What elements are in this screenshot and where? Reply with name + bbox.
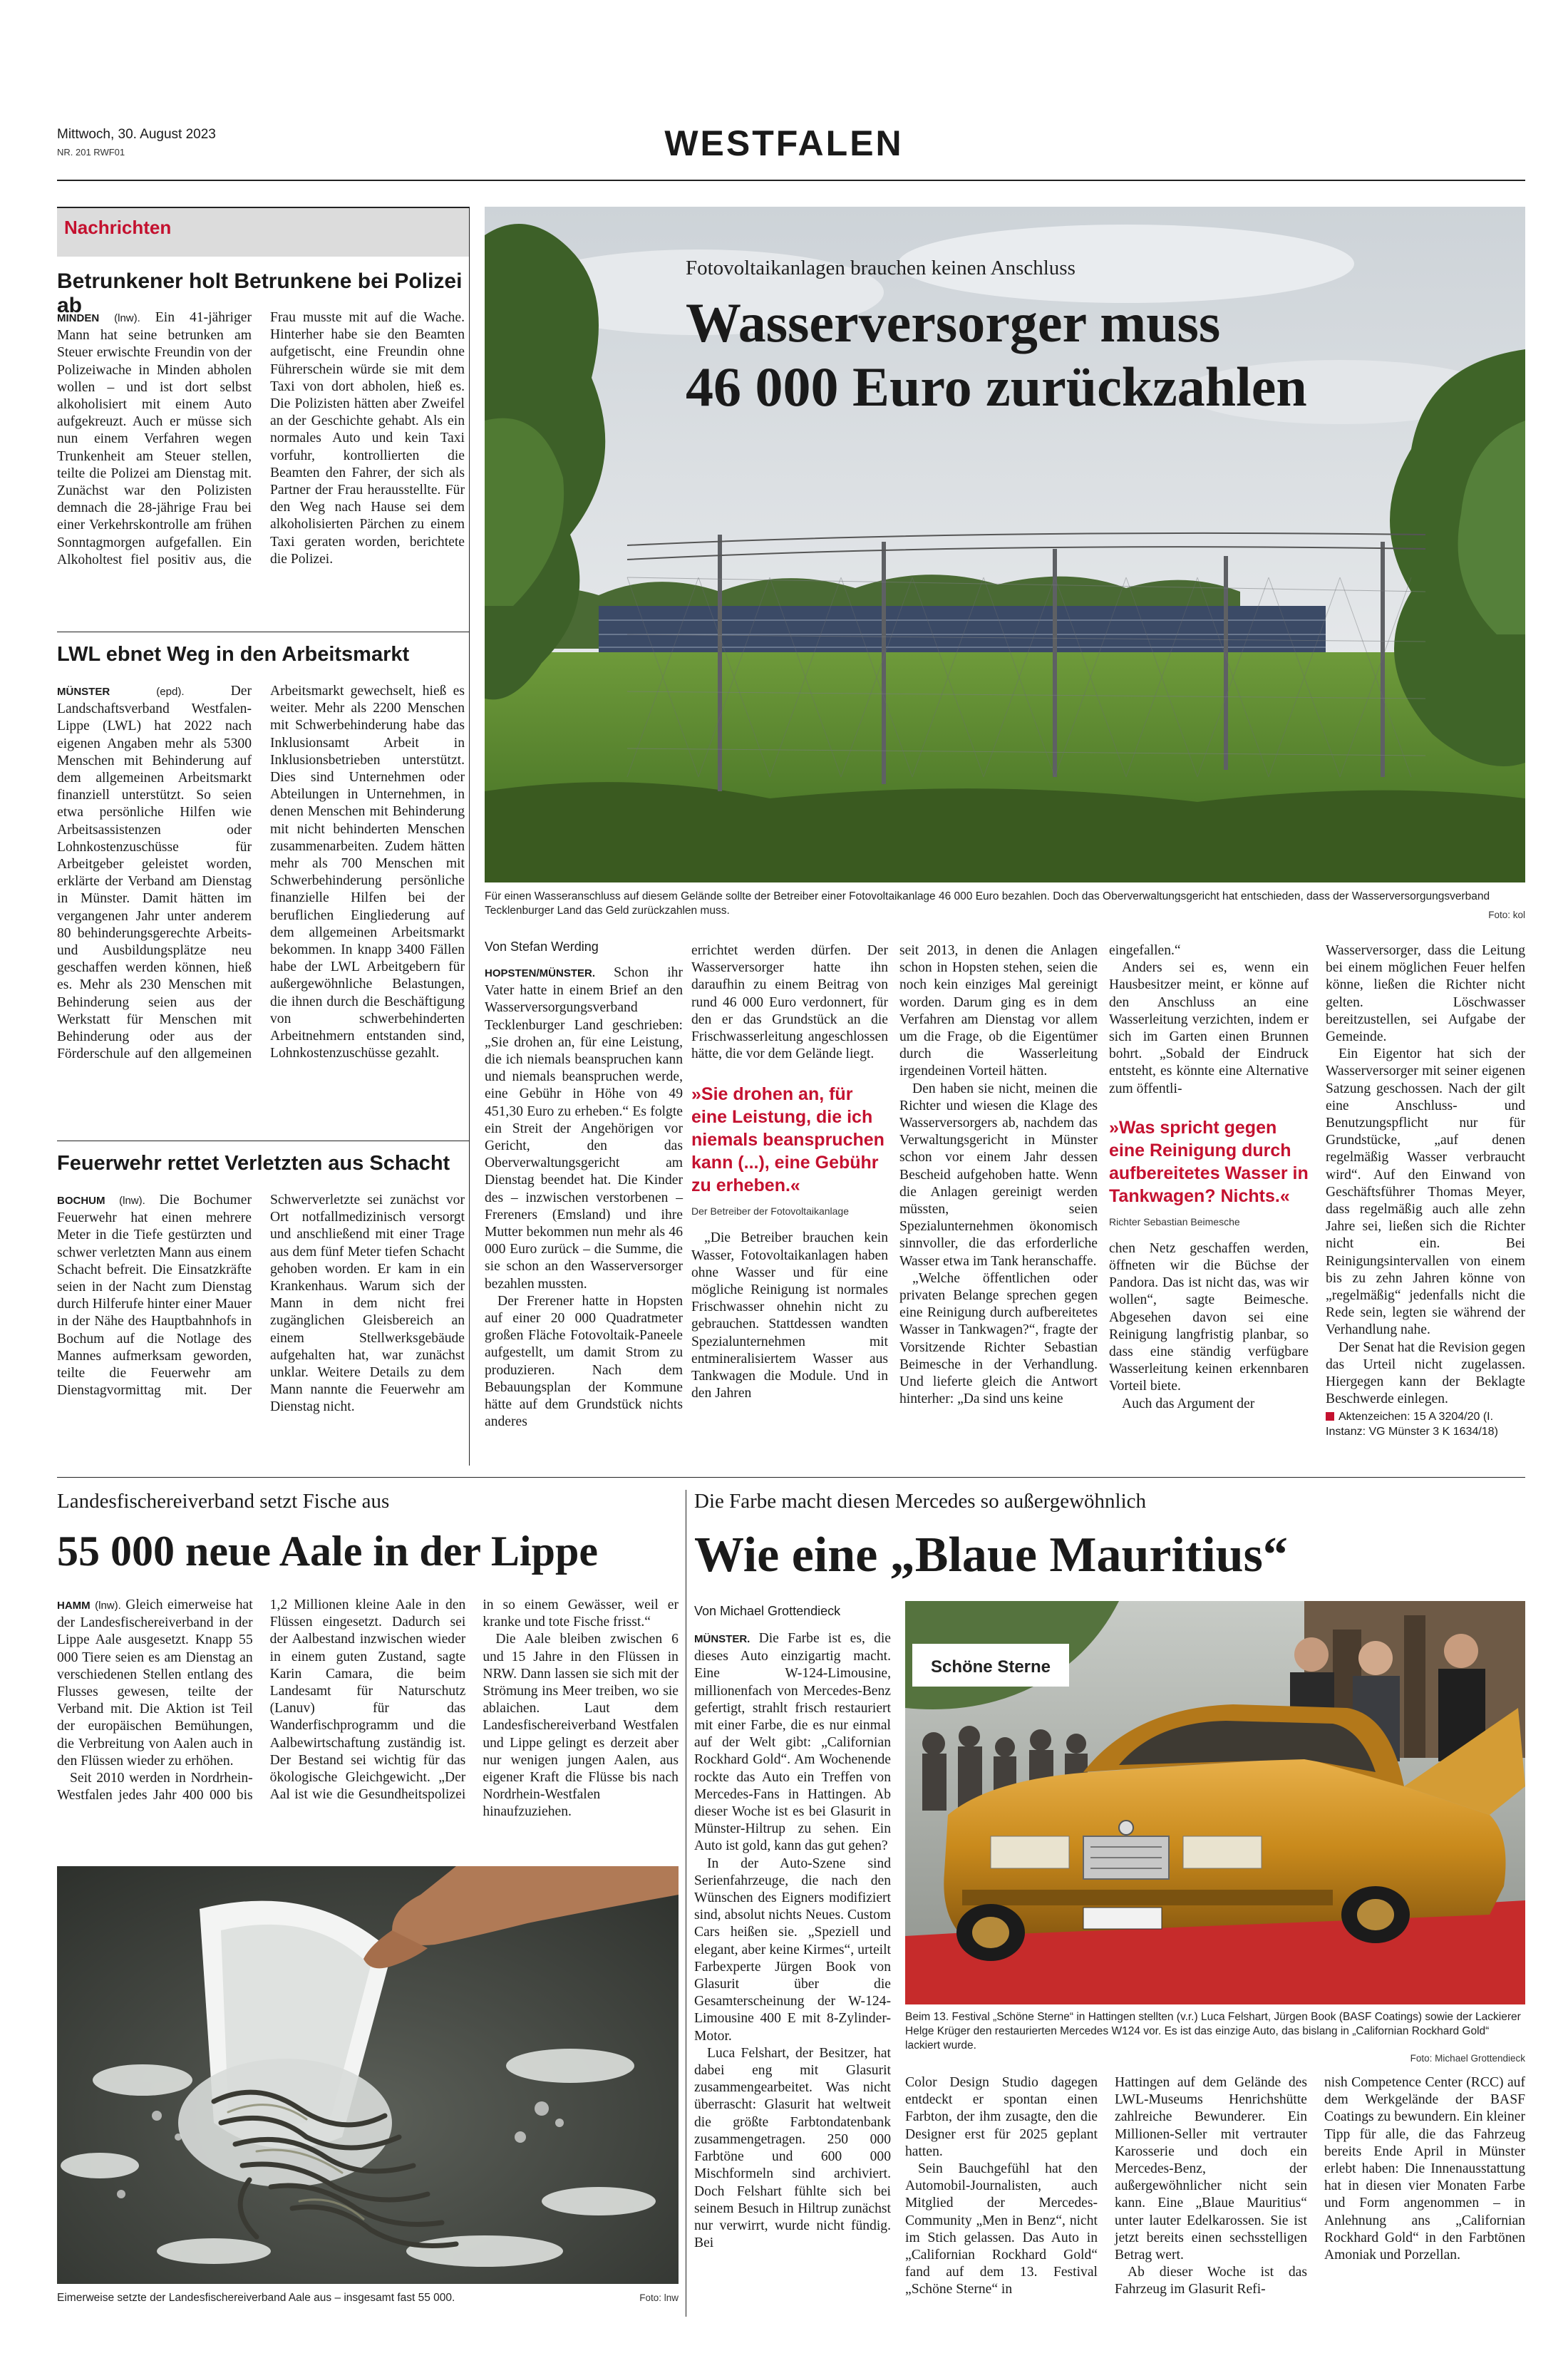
lead-col3-text: seit 2013, in denen die Anlagen schon in Hopsten stehen, seien die noch kein einziges Mal gereinigt worden. Darum ging es in dem Verfahren am Dienstag vor allem um die Frage, ob die Eigentümer durch die Wasserleitung irgendeinen Vorteil hätten.: [899, 943, 1098, 1079]
mercedes-col2-text: Color Design Studio dagegen entdeckt er spontan einen Farbton, der ihm zusagte, den die Designer erst für 2025 geplant hatten.: [905, 2075, 1098, 2159]
news2-agency: (epd).: [156, 686, 185, 698]
aktenzeichen: Aktenzeichen: 15 A 3204/20 (I. Instanz: VG Münster 3 K 1634/18): [1326, 1411, 1498, 1438]
lead-dateline: HOPSTEN/MÜNSTER.: [485, 967, 596, 979]
news3-title: Feuerwehr rettet Verletzten aus Schacht: [57, 1152, 450, 1175]
news3-agency: (lnw).: [119, 1195, 145, 1207]
section-title: WESTFALEN: [664, 123, 904, 163]
column-rule: [469, 207, 470, 1466]
news1-body: [57, 309, 465, 624]
mercedes-col-4: [1324, 2074, 1525, 2264]
news3-text: Die Bochumer Feuerwehr hat einen mehrere Meter in die Tiefe gestürzten und schwer verletzten Mann aus einem Schacht befreit. Die Einsatzkräfte seien in der Nacht zum Dienstag durch Hilferufe hinter einer Mauer in der Nähe des Hauptbahnhofs in Bochum auf die Notlage des Mannes aufmerksam geworden, teilte die Feuerwehr am Dienstagvormittag mit. Der Schwerverletzte sei zunächst vor Ort notfallmedizinisch versorgt und anschließend mit einer Trage aus dem fünf Meter tiefen Schacht gehoben worden. Er kam in ein Krankenhaus. Warum sich der Mann in dem nicht frei zugänglichen Gleisbereich an einem Stellwerksgebäude aufgehalten hat, war zunächst unklar. Weitere Details zu dem Mann nannte die Feuerwehr am Dienstag nicht.: [57, 1193, 465, 1415]
lead-col5-text: Wasserversorger, dass die Leitung bei einem möglichen Feuer helfen könne, ließen die Richter nicht gelten. Löschwasser bereitzustellen, sei Aufgabe der Gemeinde.: [1326, 943, 1525, 1045]
lead-headline-line1: Wasserversorger muss: [686, 292, 1221, 354]
red-square-icon: [1326, 1412, 1334, 1421]
news2-text: Der Landschaftsverband Westfalen-Lippe (LWL) hat 2022 nach eigenen Angaben mehr als 5300 Menschen mit Behinderung auf dem allgemeinen Arbeitsmarkt finanziell unterstützt. So seien etwa persönliche Hilfen wie Arbeitsassistenzen oder Lohnkostenzuschüsse für Arbeitgeber geleistet worden, erklärte der Verband am Dienstag in Münster. Damit hätten im vergangenen Jahr unter anderem 80 behinderungsgerechte Arbeits- und Ausbildungsplätze neu geschaffen werden können, hieß es. Mehr als 230 Menschen mit Behinderung seien aus der Werkstatt für Menschen mit Behinderung oder aus der Förderschule auf den allgemeinen Arbeitsmarkt gewechselt, hieß es weiter. Mehr als 2200 Menschen mit Schwerbehinderung habe das Inklusionsamt Arbeit in Inklusionsbetrieben unterstützt. Dies sind Unternehmen oder Abteilungen in Unternehmen, in denen Menschen mit Behinderung mit nicht behinderten Menschen zusammenarbeiten. Zudem hätten mehr als 700 Menschen mit Schwerbehinderung persönliche finanzielle Hilfen bei der beruflichen Eingliederung auf dem allgemeinen Arbeitsmarkt bekommen. In knapp 3400 Fällen habe der LWL Arbeitgebern für außergewöhnliche Belastungen, die ihnen durch die Beschäftigung von schwerbehinderten Arbeitnehmern entstanden sind, Lohnkostenzuschüsse gezahlt.: [57, 684, 465, 1062]
section-divider: [57, 1477, 1525, 1478]
lead-col2b-text: „Die Betreiber brauchen kein Wasser, Fotovoltaikanlagen haben ohne Wasser und für eine mögliche Reinigung ist normales Frischwasser ohnehin nicht zu gebrauchen. Stattdessen wandten Spezialunternehmen mit entmineralisiertem Wasser aus Tankwagen die Module. Und in den Jahren: [691, 1230, 888, 1401]
pull-quote-2: »Was spricht gegen eine Reinigung durch aufbereitetes Wasser in Tankwagen? Nichts.«: [1109, 1117, 1309, 1206]
lead-col1b-text: Der Frerener hatte in Hopsten auf einer 20 000 Quadratmeter großen Fläche Fotovoltaik-Paneele aufgestellt, um damit Strom zu produzieren. Nach dem Bebauungsplan der Kommune hätte auf dem Grundstück nichts anderes: [485, 1293, 683, 1430]
nachrichten-label-bar: [57, 207, 469, 257]
mercedes-photo: [905, 1601, 1525, 2004]
lead-col-2: [691, 942, 888, 1402]
aale-photo-credit: Foto: lnw: [639, 2292, 679, 2303]
pull-quote-1: »Sie drohen an, für eine Leistung, die ich niemals beanspruchen kann (...), eine Gebühr zu erheben.«: [691, 1084, 884, 1196]
eels-photo: [57, 1866, 679, 2284]
aale-text-3: Die Aale bleiben zwischen 6 und 15 Jahre in den Flüssen in NRW. Dann lassen sie sich mit der Strömung ins Meer treiben, wo sie ablaichen. Laut dem Landesfischereiverband Westfalen und Lippe gelingt es derzeit aber nur wenigen jungen Aalen, aus eigener Kraft die Flüsse bis nach Nordrhein-Westfalen hinaufzuziehen.: [483, 1632, 679, 1820]
news2-title: LWL ebnet Weg in den Arbeitsmarkt: [57, 643, 410, 666]
lead-col3c-text: „Welche öffentlichen oder privaten Belange sprechen gegen eine Reinigung durch aufbereitetes Wasser in Tankwagen?“, fragte der Vorsitzende Richter Sebastian Beimesche in der Verhandlung. Und lieferte gleich die Antwort hinterher: „Da sind uns keine: [899, 1270, 1098, 1407]
lead-col4d-text: Auch das Argument der: [1122, 1396, 1255, 1411]
news3-body: [57, 1192, 465, 1456]
mercedes-photo-credit: Foto: Michael Grottendieck: [1410, 2053, 1525, 2064]
lead-col4b-text: Anders sei es, wenn ein Hausbesitzer meint, er könne auf den Anschluss an eine Wasserleitung verzichten, indem er sich im Garten einen Brunnen bohrt. „Sobald der Eindruck entsteht, es könnte eine Alternative zum öffentli-: [1109, 960, 1309, 1096]
mercedes-col3-text: Hattingen auf dem Gelände des LWL-Museums Henrichshütte zahlreiche Bewunderer. Ein Millionen-Seller mit vertrauter Karosserie und doch ein Mercedes-Benz, der außergewöhnlicher nicht sein kann. Eine „Blaue Mauritius“ unter lauter Edelkarossen. Sie ist jetzt bereits einen sechsstelligen Betrag wert.: [1115, 2075, 1307, 2263]
lead-col-4: [1109, 942, 1309, 1413]
mercedes-col-2: [905, 2074, 1098, 2299]
mercedes-headline: Wie eine „Blaue Mauritius“: [694, 1528, 1288, 1582]
pull-quote-1-source: Der Betreiber der Fotovoltaikanlage: [691, 1205, 850, 1218]
mercedes-col-1: [694, 1604, 891, 2252]
lead-headline-line2: 46 000 Euro zurückzahlen: [686, 356, 1307, 418]
lead-kicker: Fotovoltaikanlagen brauchen keinen Anschluss: [686, 257, 1076, 279]
news2-dateline: MÜNSTER: [57, 686, 110, 698]
mercedes-col-3: [1115, 2074, 1307, 2299]
lead-photo-credit: Foto: kol: [1488, 910, 1525, 920]
mercedes-photo-caption: Beim 13. Festival „Schöne Sterne“ in Hattingen stellten (v.r.) Luca Felshart, Jürgen Book (BASF Coatings) sowie der Lackierer Helge Krüger den restaurierten Mercedes W124 vor. Es ist das einzige Auto, das bislang in „Californian Rockhard Gold“ lackiert wurde.: [905, 2011, 1521, 2052]
nachrichten-label: Nachrichten: [64, 217, 172, 238]
news1-text: Ein 41-jähriger Mann hat seine betrunken am Steuer erwischte Freundin von der Polizeiwache in Minden abholen wollen – und ist dort selbst alkoholisiert mit einem Auto aufgekreuzt. Auch er müsse sich nun einem Verfahren wegen Trunkenheit am Steuer stellen, teilte die Polizei am Dienstag mit. Zunächst war den Polizisten demnach die 28-jährige Frau bei einer Verkehrskontrolle am frühen Sonntagmorgen aufgefallen. Ein Alkoholtest fiel positiv aus, die Frau musste mit auf die Wache. Hinterher habe sie den Beamten aufgetischt, eine Freundin ohne Führerschein würde sie mit dem Taxi von dort abholen, hieß es. Die Polizisten hätten aber Zweifel an der Geschichte gehabt. Als ein normales Auto und kein Taxi vorfuhr, kontrollierten die Beamten den Fahrer, der sich als Partner der Frau herausstellte. Für den Weg nach Hause sei dem alkoholisierten Pärchen zu einem Taxi geraten worden, berichtete die Polizei.: [57, 310, 465, 567]
aale-headline: 55 000 neue Aale in der Lippe: [57, 1528, 598, 1575]
mercedes-col1b-text: In der Auto-Szene sind Serienfahrzeuge, die nach den Wünschen des Eigners modifiziert sind, absolut nichts Neues. Custom Cars heißen sie. „Speziell und elegant, aber keine Kirmes“, urteilt Farbexperte Jürgen Book von Glasurit über die Gesamterscheinung der W-124-Limousine 400 E mit 8-Zylinder-Motor.: [694, 1855, 891, 2044]
lead-col5c-text: Der Senat hat die Revision gegen das Urteil nicht zugelassen. Hiergegen kann der Beklagte Beschwerde einlegen.: [1326, 1339, 1525, 1407]
header-rule: [57, 180, 1525, 181]
news2-body: [57, 683, 465, 1136]
mercedes-col4-text: nish Competence Center (RCC) auf dem Werkgelände der BASF Coatings zu bewundern. Ein kleiner Tipp für alle, die das Fahrzeug bereits Ende April in Münster erlebt haben: Die Innenausstattung hat in diesen vier Monaten Farbe und Form angenommen – in Anlehnung ans „Californian Rockhard Gold“ in den Farbtönen Amoniak und Porzellan.: [1324, 2075, 1525, 2263]
lead-col2a-text: errichtet werden dürfen. Der Wasserversorger hatte ihn daraufhin zu einem Beitrag von rund 46 000 Euro verdonnert, für den er das Grundstück an die Frischwasserleitung angeschlossen hätte, die vor dem Gelände liegt.: [691, 943, 888, 1062]
lead-col3b-text: Den haben sie nicht, meinen die Richter und wiesen die Klage des Wasserversorgers ab, nachdem das Verwaltungsgericht in Münster schon vor einem Jahr dessen Bescheid aufgehoben hatte. Wenn die Anlagen gereinigt werden müssten, seien Spezialunternehmen ökonomisch sinnvoller, die das erforderliche Wasser etwa im Tank heranschaffe.: [899, 1081, 1098, 1269]
news3-dateline: BOCHUM: [57, 1195, 105, 1207]
aale-photo-caption: Eimerweise setzte der Landesfischereiverband Aale aus – insgesamt fast 55 000.: [57, 2292, 455, 2304]
lead-col4a-text: eingefallen.“: [1109, 943, 1181, 958]
news1-dateline: MINDEN: [57, 312, 100, 324]
issue-date: Mittwoch, 30. August 2023: [57, 127, 216, 142]
lead-col4c-text: chen Netz geschaffen werden, öffneten wir die Büchse der Pandora. Das ist nicht das, was wir wollen“, sagte Beimesche. Abgesehen davon sei eine Reinigung langfristig planbar, so dass eine ständig verfügbare Wasserleitung keinen erkennbaren Vorteil biete.: [1109, 1240, 1309, 1394]
mercedes-col2b-text: Sein Bauchgefühl hat den Automobil-Journalisten, auch Mitglied der Mercedes-Community „Men in Benz“, nicht im Stich gelassen. Das Auto in „Californian Rockhard Gold“ fand auf dem 13. Festival „Schöne Sterne“ in: [905, 2161, 1098, 2297]
lead-photo-caption: Für einen Wasseranschluss auf diesem Gelände sollte der Betreiber einer Fotovoltaikanlage 46 000 Euro bezahlen. Doch das Oberverwaltungsgericht hat entschieden, dass der Wasserversorgungsverband Tecklenburger Land das Geld zurückzahlen muss.: [485, 890, 1490, 917]
mercedes-kicker: Die Farbe macht diesen Mercedes so außergewöhnlich: [694, 1490, 1147, 1513]
issue-number: NR. 201 RWF01: [57, 147, 125, 158]
aale-text-2: Seit 2010 werden in Nordrhein-Westfalen jedes Jahr 400 000 bis 1,2 Millionen kleine Aale in den Flüssen eingesetzt. Dadurch sei der Aalbestand inzwischen wieder in einem guten Zustand, sagte Karin Camara, die beim Landesamt für Naturschutz (Lanuv) für das Wanderfischprogramm und die Aalbewirtschaftung zuständig ist. Der Bestand sei wichtig für das ökologische Gleichgewicht. „Der Aal ist wie die Gesundheitspolizei in so einem Gewässer, weil er kranke und tote Fische frisst.“: [57, 1597, 679, 1803]
lead-col5b-text: Ein Eigentor hat sich der Wasserversorger mit seiner eigenen Satzung geschossen. Nach der gilt eine Anschluss- und Benutzungspflicht nur für Grundstücke, „auf denen regelmäßig Wasser verbraucht wird“. Auf den Einwand von Geschäftsführer Thomas Meyer, dass regelmäßig auch alle zehn Jahre sei, ließen sich die Richter nicht ein. Bei Reinigungsintervallen von einem bis zu zehn Jahren könne von „regelmäßig“ jedenfalls nicht die Rede sein, legten sie während der Verhandlung nahe.: [1326, 1046, 1525, 1338]
lead-col-3: [899, 942, 1098, 1408]
mercedes-col3b-text: Ab dieser Woche ist das Fahrzeug im Glasurit Refi-: [1115, 2265, 1307, 2297]
pull-quote-2-source: Richter Sebastian Beimesche: [1109, 1215, 1240, 1227]
aale-kicker: Landesfischereiverband setzt Fische aus: [57, 1490, 390, 1513]
aale-body: HAMM (lnw). Gleich eimerweise hat der Landesfischereiverband in der Lippe Aale ausgesetzt. Knapp 55 000 Tiere seien es am Dienstag an verschiedenen Stellen entlang des Flusses gewesen, teilte der Verband mit. Die Aktion ist Teil der europäischen Bemühungen, die Verbreitung von Aalen auch in den Flüssen wieder zu erhöhen. Seit 2010 werden in Nordrhein-Westfalen jedes Jahr 400 000 bis 1,2 Millionen kleine Aale in den Flüssen eingesetzt. Dadurch sei der Aalbestand inzwischen wieder in einem guten Zustand, sagte Karin Camara, die beim Landesamt für Naturschutz (Lanuv) für das Wanderfischprogramm und die Aalbewirtschaftung zuständig ist. Der Bestand sei wichtig für das ökologische Gleichgewicht. „Der Aal ist wie die Gesundheitspolizei in so einem Gewässer, weil er kranke und tote Fische frisst.“ Die Aale bleiben zwischen 6 und 15 Jahre in den Flüssen in NRW. Dann lassen sie sich mit der Strömung ins Meer treiben, wo sie ablaichen. Laut dem Landesfischereiverband Westfalen und Lippe gelingt es derzeit aber nur wenigen jungen Aalen, aus eigener Kraft die Flüsse bis nach Nordrhein-Westfalen hinaufzuziehen.: [57, 1597, 679, 1868]
mercedes-col1c-text: Luca Felshart, der Besitzer, hat dabei eng mit Glasurit zusammengearbeitet. Was nicht überrascht: Glasurit hat weltweit die größte Farbtondatenbank zusammengetragen. 250 000 Farbtöne und 600 000 Mischformeln sind archiviert. Doch Felshart fühlte sich bei seinem Besuch in Hiltrup zunächst nur verwirrt, wurde nicht fündig. Bei: [694, 2045, 891, 2251]
mercedes-dateline: MÜNSTER.: [694, 1633, 751, 1645]
news1-title: Betrunkener holt Betrunkene bei Polizei ab: [57, 269, 463, 317]
aale-text-1: Gleich eimerweise hat der Landesfischereiverband in der Lippe Aale ausgesetzt. Knapp 55 000 Tiere seien es am Dienstag an verschiedenen Stellen entlang des Flusses gewesen, teilte der Verband mit. Die Aktion ist Teil der europäischen Bemühungen, die Verbreitung von Aalen auch in den Flüssen wieder zu erhöhen.: [57, 1597, 253, 1769]
news1-agency: (lnw).: [114, 312, 140, 324]
lead-col-1: [485, 940, 683, 1431]
aale-dateline: HAMM: [57, 1600, 91, 1612]
lead-byline: Von Stefan Werding: [485, 940, 599, 954]
mercedes-col1-text: Die Farbe ist es, die dieses Auto einzigartig macht. Eine W-124-Limousine, millionenfach von Mercedes-Benz gefertigt, strahlt frisch restauriert mit einer Farbe, die es nur einmal auf der Welt gibt: „Californian Rockhard Gold“. Am Wochenende rockte das Auto ein Treffen von Mercedes-Fans in Hattingen. Ab dieser Woche ist es bei Glasurit in Münster-Hiltrup zu sehen. Ein Auto ist gold, kann das gut gehen?: [694, 1631, 891, 1854]
banner-text: Schöne Sterne: [930, 1657, 1051, 1677]
lead-col1-text: Schon ihr Vater hatte in einem Brief an den Wasserversorgungsverband Tecklenburger Land geschrieben: „Sie drohen an, für eine Leistung, die ich niemals beanspruchen kann und niemals beanspruchen werde, eine Gebühr in Höhe von 49 451,30 Euro zu erheben.“ Es folgte ein Streit der Angehörigen vor Gericht, den das Oberverwaltungsgericht am Dienstag beendet hat. Die Kinder des – inzwischen verstorbenen – Frereners (Emsland) und ihre Mutter bekommen nun mehr als 46 000 Euro zurück – die Summe, die sie schon an den Wasserversorger bezahlen mussten.: [485, 965, 683, 1292]
lead-headline: [686, 291, 1307, 419]
lead-col-5: [1326, 942, 1525, 1439]
mercedes-byline: Von Michael Grottendieck: [694, 1604, 841, 1618]
